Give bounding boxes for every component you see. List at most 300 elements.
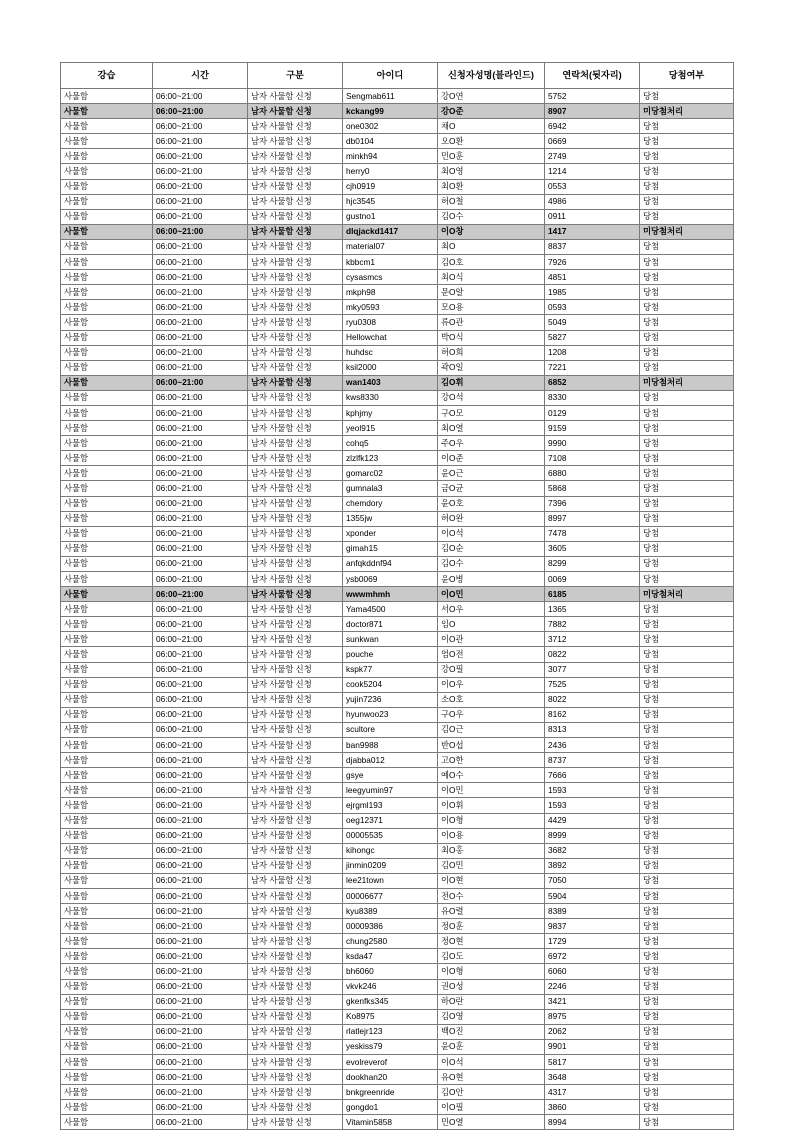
cell-applicant-name: 윤O훈 (438, 1039, 545, 1054)
cell-applicant-name: 이O필 (438, 1100, 545, 1115)
cell-phone: 6185 (545, 587, 640, 602)
cell-time: 06:00~21:00 (153, 934, 248, 949)
cell-phone: 4429 (545, 813, 640, 828)
cell-gangseup: 사물함 (61, 858, 153, 873)
cell-gangseup: 사물함 (61, 738, 153, 753)
cell-applicant-name: 허O철 (438, 194, 545, 209)
cell-result: 당첨 (640, 722, 734, 737)
cell-result: 당첨 (640, 692, 734, 707)
table-row (61, 828, 734, 843)
cell-gubun: 남자 사물함 신청 (248, 858, 343, 873)
cell-result: 당첨 (640, 89, 734, 104)
cell-result: 당첨 (640, 1055, 734, 1070)
table-row (61, 466, 734, 481)
cell-applicant-name: 하O란 (438, 994, 545, 1009)
table-row (61, 315, 734, 330)
cell-time: 06:00~21:00 (153, 255, 248, 270)
cell-gubun: 남자 사물함 신청 (248, 1055, 343, 1070)
table-row (61, 375, 734, 390)
table-row (61, 677, 734, 692)
cell-id: gimah15 (343, 541, 438, 556)
cell-phone: 1985 (545, 285, 640, 300)
cell-gubun: 남자 사물함 신청 (248, 496, 343, 511)
cell-gangseup: 사물함 (61, 511, 153, 526)
cell-time: 06:00~21:00 (153, 768, 248, 783)
cell-phone: 9990 (545, 436, 640, 451)
cell-gubun: 남자 사물함 신청 (248, 979, 343, 994)
cell-result: 당첨 (640, 239, 734, 254)
cell-id: ban9988 (343, 738, 438, 753)
column-header-time: 시간 (153, 63, 248, 89)
table-row (61, 224, 734, 239)
cell-id: scultore (343, 722, 438, 737)
cell-time: 06:00~21:00 (153, 224, 248, 239)
cell-result: 당첨 (640, 255, 734, 270)
cell-gangseup: 사물함 (61, 421, 153, 436)
cell-applicant-name: 강O준 (438, 104, 545, 119)
cell-result: 당첨 (640, 828, 734, 843)
cell-applicant-name: 구O우 (438, 707, 545, 722)
cell-gangseup: 사물함 (61, 1070, 153, 1085)
table-row (61, 179, 734, 194)
table-row (61, 662, 734, 677)
cell-gangseup: 사물함 (61, 1055, 153, 1070)
table-row (61, 783, 734, 798)
cell-gangseup: 사물함 (61, 270, 153, 285)
cell-applicant-name: 민O열 (438, 1115, 545, 1130)
cell-result: 당첨 (640, 451, 734, 466)
cell-phone: 8907 (545, 104, 640, 119)
cell-phone: 8022 (545, 692, 640, 707)
cell-id: ejrgml193 (343, 798, 438, 813)
cell-gangseup: 사물함 (61, 994, 153, 1009)
cell-gangseup: 사물함 (61, 904, 153, 919)
cell-gangseup: 사물함 (61, 707, 153, 722)
cell-result: 당첨 (640, 330, 734, 345)
cell-id: gsye (343, 768, 438, 783)
cell-id: db0104 (343, 134, 438, 149)
table-row (61, 692, 734, 707)
cell-time: 06:00~21:00 (153, 330, 248, 345)
cell-applicant-name: 이O휘 (438, 798, 545, 813)
cell-gangseup: 사물함 (61, 662, 153, 677)
cell-time: 06:00~21:00 (153, 647, 248, 662)
table-row (61, 1085, 734, 1100)
cell-gubun: 남자 사물함 신청 (248, 421, 343, 436)
table-row (61, 209, 734, 224)
cell-gangseup: 사물함 (61, 632, 153, 647)
cell-gangseup: 사물함 (61, 919, 153, 934)
cell-applicant-name: 김O영 (438, 1009, 545, 1024)
cell-gubun: 남자 사물함 신청 (248, 587, 343, 602)
table-row (61, 843, 734, 858)
cell-result: 당첨 (640, 345, 734, 360)
cell-time: 06:00~21:00 (153, 632, 248, 647)
cell-phone: 6852 (545, 375, 640, 390)
table-row (61, 617, 734, 632)
cell-id: kspk77 (343, 662, 438, 677)
table-row (61, 345, 734, 360)
cell-gangseup: 사물함 (61, 300, 153, 315)
table-row (61, 632, 734, 647)
cell-gangseup: 사물함 (61, 496, 153, 511)
cell-phone: 8330 (545, 390, 640, 405)
cell-id: herry0 (343, 164, 438, 179)
cell-gangseup: 사물함 (61, 541, 153, 556)
cell-gangseup: 사물함 (61, 1085, 153, 1100)
cell-applicant-name: 채O (438, 119, 545, 134)
cell-phone: 8162 (545, 707, 640, 722)
table-row (61, 1100, 734, 1115)
cell-gubun: 남자 사물함 신청 (248, 813, 343, 828)
cell-id: pouche (343, 647, 438, 662)
cell-time: 06:00~21:00 (153, 692, 248, 707)
cell-gangseup: 사물함 (61, 436, 153, 451)
cell-applicant-name: 강O필 (438, 662, 545, 677)
cell-id: gomarc02 (343, 466, 438, 481)
cell-gubun: 남자 사물함 신청 (248, 255, 343, 270)
cell-gangseup: 사물함 (61, 979, 153, 994)
cell-gubun: 남자 사물함 신청 (248, 828, 343, 843)
cell-result: 당첨 (640, 1039, 734, 1054)
cell-phone: 3421 (545, 994, 640, 1009)
cell-gangseup: 사물함 (61, 239, 153, 254)
cell-gangseup: 사물함 (61, 873, 153, 888)
cell-gangseup: 사물함 (61, 783, 153, 798)
cell-time: 06:00~21:00 (153, 1024, 248, 1039)
cell-gubun: 남자 사물함 신청 (248, 330, 343, 345)
table-row (61, 239, 734, 254)
cell-gangseup: 사물함 (61, 481, 153, 496)
lottery-results-table (60, 62, 734, 1130)
cell-gubun: 남자 사물함 신청 (248, 677, 343, 692)
table-row (61, 89, 734, 104)
cell-gubun: 남자 사물함 신청 (248, 541, 343, 556)
cell-result: 당첨 (640, 873, 734, 888)
cell-id: gustno1 (343, 209, 438, 224)
table-row (61, 707, 734, 722)
table-row (61, 511, 734, 526)
cell-result: 당첨 (640, 436, 734, 451)
cell-time: 06:00~21:00 (153, 285, 248, 300)
table-row (61, 1115, 734, 1130)
cell-applicant-name: 최O영 (438, 164, 545, 179)
cell-phone: 0129 (545, 405, 640, 420)
cell-id: chemdory (343, 496, 438, 511)
cell-result: 당첨 (640, 783, 734, 798)
cell-applicant-name: 유O현 (438, 1070, 545, 1085)
cell-result: 당첨 (640, 632, 734, 647)
cell-gubun: 남자 사물함 신청 (248, 888, 343, 903)
cell-result: 미당첨처리 (640, 587, 734, 602)
cell-id: vkvk246 (343, 979, 438, 994)
table-row (61, 994, 734, 1009)
cell-phone: 1729 (545, 934, 640, 949)
cell-phone: 7050 (545, 873, 640, 888)
table-row (61, 405, 734, 420)
cell-result: 당첨 (640, 315, 734, 330)
cell-gubun: 남자 사물함 신청 (248, 964, 343, 979)
cell-gangseup: 사물함 (61, 572, 153, 587)
cell-applicant-name: 서O우 (438, 602, 545, 617)
cell-gubun: 남자 사물함 신청 (248, 738, 343, 753)
cell-phone: 5049 (545, 315, 640, 330)
cell-gangseup: 사물함 (61, 255, 153, 270)
cell-id: yeol915 (343, 421, 438, 436)
table-row (61, 753, 734, 768)
table-row (61, 1039, 734, 1054)
cell-id: gongdo1 (343, 1100, 438, 1115)
cell-gubun: 남자 사물함 신청 (248, 149, 343, 164)
cell-gubun: 남자 사물함 신청 (248, 617, 343, 632)
cell-result: 당첨 (640, 526, 734, 541)
cell-gangseup: 사물함 (61, 677, 153, 692)
cell-id: anfqkddnf94 (343, 556, 438, 571)
cell-time: 06:00~21:00 (153, 979, 248, 994)
cell-gubun: 남자 사물함 신청 (248, 994, 343, 1009)
cell-time: 06:00~21:00 (153, 828, 248, 843)
cell-gangseup: 사물함 (61, 134, 153, 149)
cell-applicant-name: 허O완 (438, 511, 545, 526)
cell-phone: 7882 (545, 617, 640, 632)
cell-applicant-name: 김O호 (438, 255, 545, 270)
cell-result: 당첨 (640, 541, 734, 556)
cell-applicant-name: 김O안 (438, 1085, 545, 1100)
cell-id: chung2580 (343, 934, 438, 949)
cell-gangseup: 사물함 (61, 602, 153, 617)
cell-id: 00006677 (343, 888, 438, 903)
cell-id: Ko8975 (343, 1009, 438, 1024)
cell-applicant-name: 이O민 (438, 587, 545, 602)
cell-gangseup: 사물함 (61, 888, 153, 903)
cell-time: 06:00~21:00 (153, 119, 248, 134)
cell-phone: 6880 (545, 466, 640, 481)
cell-gubun: 남자 사물함 신청 (248, 89, 343, 104)
cell-time: 06:00~21:00 (153, 753, 248, 768)
cell-id: gkenfks345 (343, 994, 438, 1009)
cell-gubun: 남자 사물함 신청 (248, 134, 343, 149)
cell-gubun: 남자 사물함 신청 (248, 753, 343, 768)
cell-applicant-name: 임O (438, 617, 545, 632)
table-row (61, 451, 734, 466)
cell-applicant-name: 최O식 (438, 270, 545, 285)
cell-time: 06:00~21:00 (153, 360, 248, 375)
cell-phone: 2062 (545, 1024, 640, 1039)
cell-id: zlzlfk123 (343, 451, 438, 466)
column-header-gangseup: 강습 (61, 63, 153, 89)
cell-id: jinmin0209 (343, 858, 438, 873)
cell-gangseup: 사물함 (61, 194, 153, 209)
table-row (61, 813, 734, 828)
table-row (61, 858, 734, 873)
table-row (61, 436, 734, 451)
cell-gubun: 남자 사물함 신청 (248, 511, 343, 526)
cell-id: xponder (343, 526, 438, 541)
table-row (61, 556, 734, 571)
cell-gubun: 남자 사물함 신청 (248, 300, 343, 315)
cell-id: yeskiss79 (343, 1039, 438, 1054)
cell-gangseup: 사물함 (61, 692, 153, 707)
cell-gubun: 남자 사물함 신청 (248, 647, 343, 662)
cell-applicant-name: 반O섭 (438, 738, 545, 753)
cell-gubun: 남자 사물함 신청 (248, 904, 343, 919)
cell-gangseup: 사물함 (61, 104, 153, 119)
cell-result: 당첨 (640, 556, 734, 571)
cell-result: 당첨 (640, 617, 734, 632)
column-header-gubun: 구분 (248, 63, 343, 89)
cell-gubun: 남자 사물함 신청 (248, 451, 343, 466)
cell-gubun: 남자 사물함 신청 (248, 345, 343, 360)
cell-result: 당첨 (640, 496, 734, 511)
cell-result: 당첨 (640, 1100, 734, 1115)
cell-applicant-name: 예O수 (438, 768, 545, 783)
cell-applicant-name: 엄O전 (438, 647, 545, 662)
cell-id: hjc3545 (343, 194, 438, 209)
cell-time: 06:00~21:00 (153, 1009, 248, 1024)
cell-id: mkph98 (343, 285, 438, 300)
cell-gubun: 남자 사물함 신청 (248, 119, 343, 134)
cell-applicant-name: 박O식 (438, 330, 545, 345)
cell-gangseup: 사물함 (61, 1009, 153, 1024)
cell-gubun: 남자 사물함 신청 (248, 556, 343, 571)
cell-gubun: 남자 사물함 신청 (248, 526, 343, 541)
cell-gubun: 남자 사물함 신청 (248, 1024, 343, 1039)
cell-phone: 9901 (545, 1039, 640, 1054)
cell-gangseup: 사물함 (61, 556, 153, 571)
cell-applicant-name: 최O열 (438, 421, 545, 436)
cell-gangseup: 사물함 (61, 209, 153, 224)
cell-id: kphjmy (343, 405, 438, 420)
cell-gangseup: 사물함 (61, 753, 153, 768)
cell-gubun: 남자 사물함 신청 (248, 602, 343, 617)
cell-time: 06:00~21:00 (153, 888, 248, 903)
cell-time: 06:00~21:00 (153, 149, 248, 164)
cell-applicant-name: 고O한 (438, 753, 545, 768)
table-header (61, 63, 734, 89)
cell-gangseup: 사물함 (61, 798, 153, 813)
table-row (61, 738, 734, 753)
cell-phone: 8999 (545, 828, 640, 843)
cell-id: huhdsc (343, 345, 438, 360)
cell-time: 06:00~21:00 (153, 722, 248, 737)
cell-id: Sengmab611 (343, 89, 438, 104)
cell-id: 00005535 (343, 828, 438, 843)
cell-phone: 8737 (545, 753, 640, 768)
cell-applicant-name: 김O수 (438, 556, 545, 571)
cell-time: 06:00~21:00 (153, 1085, 248, 1100)
table-row (61, 587, 734, 602)
cell-phone: 1417 (545, 224, 640, 239)
cell-gangseup: 사물함 (61, 149, 153, 164)
cell-phone: 5817 (545, 1055, 640, 1070)
cell-applicant-name: 윤O호 (438, 496, 545, 511)
cell-gangseup: 사물함 (61, 828, 153, 843)
cell-gubun: 남자 사물함 신청 (248, 1070, 343, 1085)
cell-gubun: 남자 사물함 신청 (248, 1115, 343, 1130)
cell-gangseup: 사물함 (61, 315, 153, 330)
cell-time: 06:00~21:00 (153, 572, 248, 587)
cell-id: cjh0919 (343, 179, 438, 194)
cell-applicant-name: 정O훈 (438, 919, 545, 934)
cell-id: bh6060 (343, 964, 438, 979)
cell-result: 당첨 (640, 360, 734, 375)
cell-id: evolreverof (343, 1055, 438, 1070)
cell-result: 당첨 (640, 858, 734, 873)
table-row (61, 964, 734, 979)
table-row (61, 134, 734, 149)
cell-gubun: 남자 사물함 신청 (248, 436, 343, 451)
cell-time: 06:00~21:00 (153, 375, 248, 390)
cell-phone: 3860 (545, 1100, 640, 1115)
cell-phone: 8389 (545, 904, 640, 919)
cell-result: 당첨 (640, 707, 734, 722)
cell-time: 06:00~21:00 (153, 436, 248, 451)
cell-applicant-name: 금O균 (438, 481, 545, 496)
cell-result: 당첨 (640, 164, 734, 179)
cell-result: 당첨 (640, 481, 734, 496)
cell-applicant-name: 김O수 (438, 209, 545, 224)
cell-gangseup: 사물함 (61, 934, 153, 949)
cell-phone: 3682 (545, 843, 640, 858)
cell-time: 06:00~21:00 (153, 587, 248, 602)
cell-phone: 1214 (545, 164, 640, 179)
cell-time: 06:00~21:00 (153, 949, 248, 964)
cell-phone: 1593 (545, 798, 640, 813)
cell-result: 당첨 (640, 511, 734, 526)
cell-applicant-name: 김O순 (438, 541, 545, 556)
cell-result: 당첨 (640, 421, 734, 436)
cell-applicant-name: 이O관 (438, 632, 545, 647)
cell-time: 06:00~21:00 (153, 405, 248, 420)
cell-id: bnkgreenride (343, 1085, 438, 1100)
cell-phone: 7478 (545, 526, 640, 541)
cell-time: 06:00~21:00 (153, 270, 248, 285)
cell-gubun: 남자 사물함 신청 (248, 466, 343, 481)
cell-phone: 0593 (545, 300, 640, 315)
cell-gangseup: 사물함 (61, 345, 153, 360)
cell-gangseup: 사물함 (61, 164, 153, 179)
cell-applicant-name: 권O성 (438, 979, 545, 994)
cell-phone: 9837 (545, 919, 640, 934)
cell-time: 06:00~21:00 (153, 1055, 248, 1070)
cell-id: kihongc (343, 843, 438, 858)
cell-phone: 8994 (545, 1115, 640, 1130)
cell-result: 당첨 (640, 964, 734, 979)
cell-id: kckang99 (343, 104, 438, 119)
cell-result: 당첨 (640, 572, 734, 587)
cell-phone: 8997 (545, 511, 640, 526)
cell-time: 06:00~21:00 (153, 1100, 248, 1115)
column-header-id: 아이디 (343, 63, 438, 89)
cell-phone: 9159 (545, 421, 640, 436)
cell-time: 06:00~21:00 (153, 451, 248, 466)
table-row (61, 255, 734, 270)
cell-applicant-name: 류O관 (438, 315, 545, 330)
cell-gangseup: 사물함 (61, 1039, 153, 1054)
cell-gubun: 남자 사물함 신청 (248, 179, 343, 194)
cell-id: hyunwoo23 (343, 707, 438, 722)
cell-id: oeg12371 (343, 813, 438, 828)
cell-phone: 5868 (545, 481, 640, 496)
cell-gubun: 남자 사물함 신청 (248, 164, 343, 179)
cell-phone: 3077 (545, 662, 640, 677)
cell-phone: 2436 (545, 738, 640, 753)
cell-phone: 8299 (545, 556, 640, 571)
cell-gangseup: 사물함 (61, 451, 153, 466)
cell-gangseup: 사물함 (61, 1115, 153, 1130)
table-row (61, 330, 734, 345)
table-row (61, 1070, 734, 1085)
